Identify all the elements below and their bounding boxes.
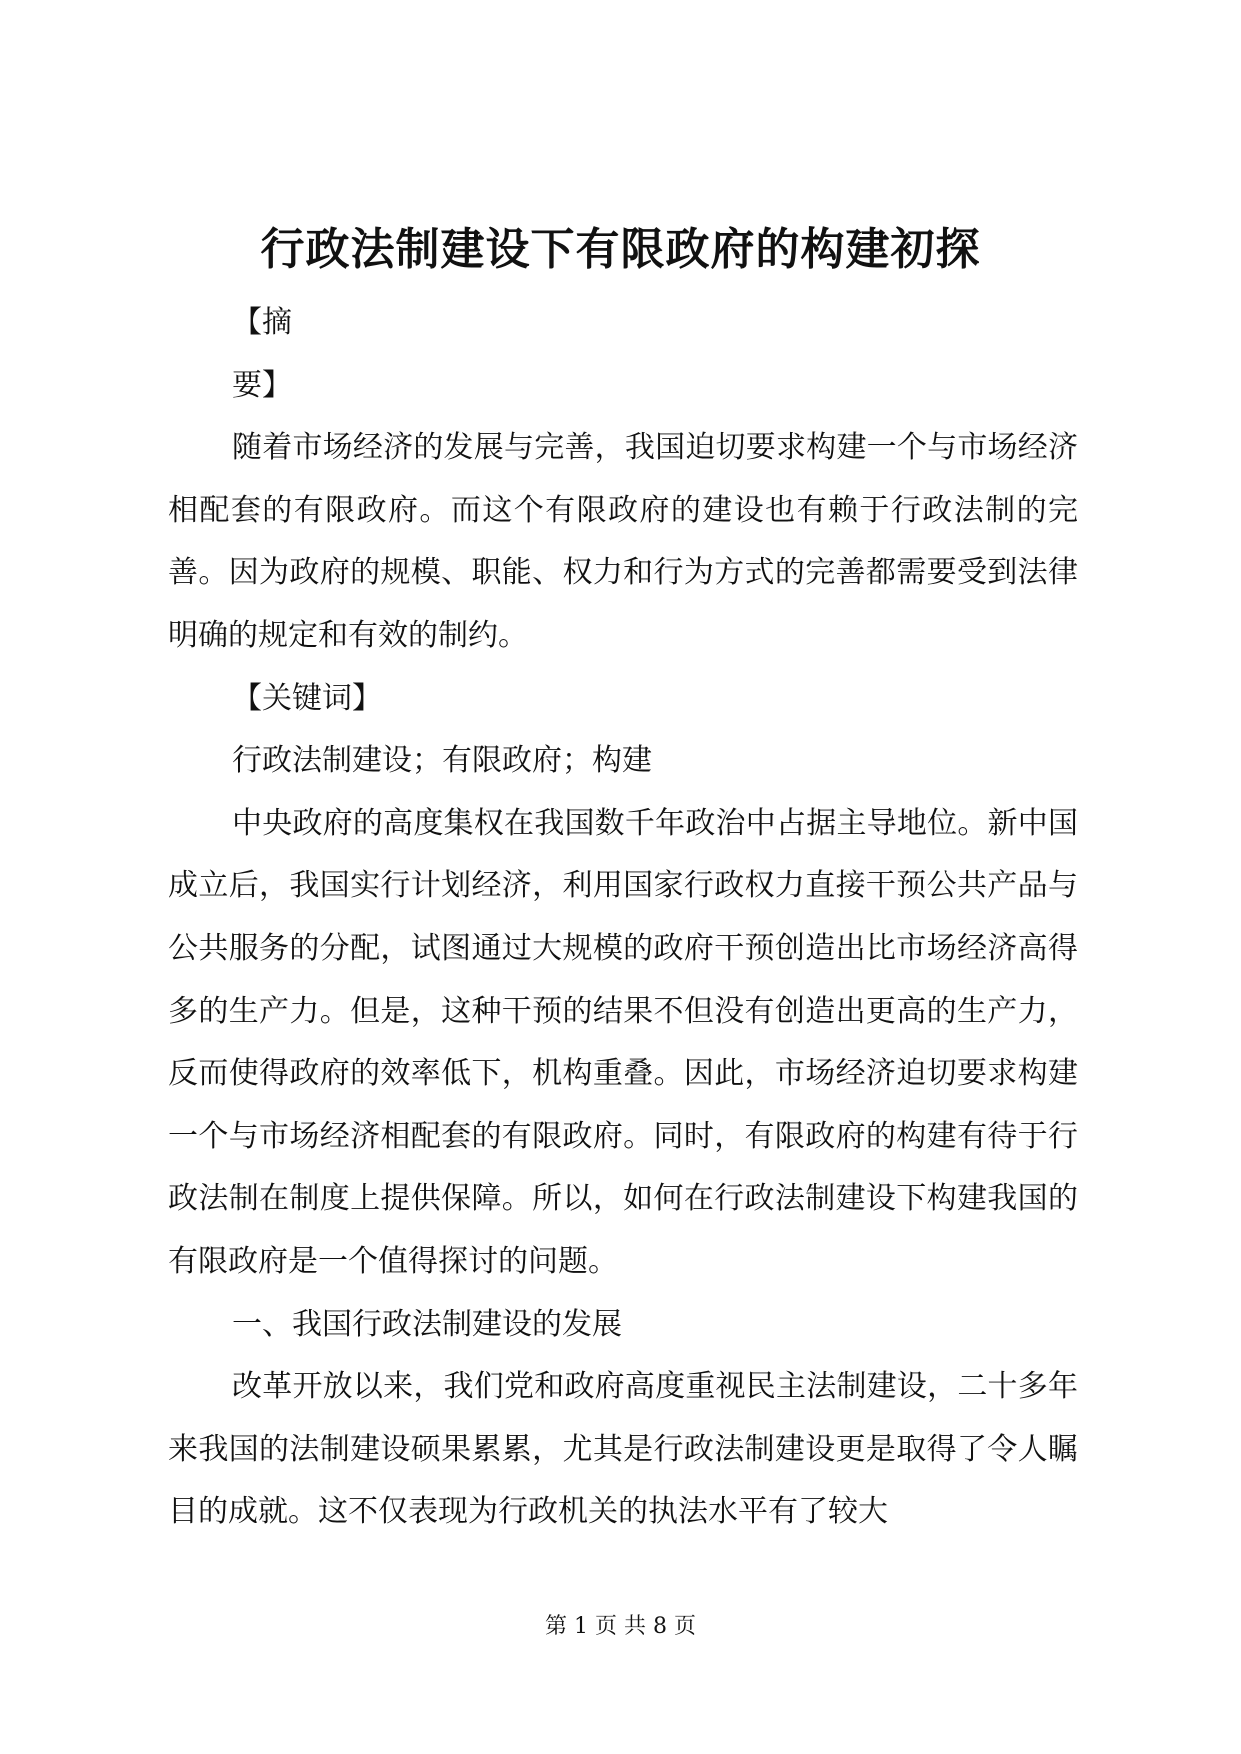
document-title: 行政法制建设下有限政府的构建初探 (260, 224, 981, 275)
page-number-footer: 第 1 页 共 8 页 (545, 1614, 696, 1639)
abstract-heading-part2: 要】 (232, 367, 292, 403)
keywords-heading: 【关键词】 (232, 680, 382, 716)
body-paragraph: 改革开放以来，我们党和政府高度重视民主法制建设，二十多年来我国的法制建设硕果累累，尤其是行政法制建设更是取得了令人瞩目的成就。这不仅表现为行政机关的执法水平有了较大 (168, 1369, 1078, 1530)
keywords-list: 行政法制建设；有限政府；构建 (232, 743, 652, 779)
abstract-heading-part1: 【摘 (232, 305, 292, 340)
document-body (168, 292, 1078, 1544)
section-heading: 一、我国行政法制建设的发展 (232, 1306, 622, 1342)
body-paragraph: 中央政府的高度集权在我国数千年政治中占据主导地位。新中国成立后，我国实行计划经济，利用国家行政权力直接干预公共产品与公共服务的分配，试图通过大规模的政府干预创造出比市场经济高得多的生产力。但是，这种干预的结果不但没有创造出更高的生产力，反而使得政府的效率低下，机构重叠。因此，市场经济迫切要求构建一个与市场经济相配套的有限政府。同时，有限政府的构建有待于行政法制在制度上提供保障。所以，如何在行政法制建设下构建我国的有限政府是一个值得探讨的问题。 (168, 805, 1078, 1279)
abstract-paragraph: 随着市场经济的发展与完善，我国迫切要求构建一个与市场经济相配套的有限政府。而这个有限政府的建设也有赖于行政法制的完善。因为政府的规模、职能、权力和行为方式的完善都需要受到法律明确的规定和有效的制约。 (168, 430, 1078, 653)
